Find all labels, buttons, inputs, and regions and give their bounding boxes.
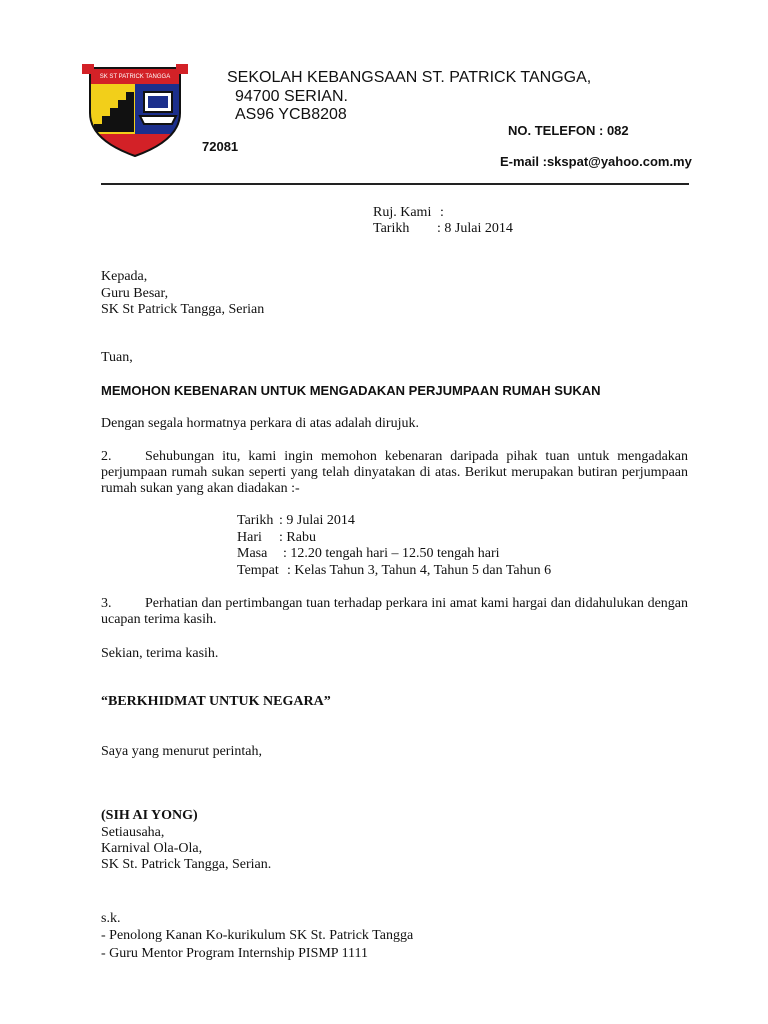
recipient-to: Kepada,: [101, 269, 148, 284]
paragraph-3-number: 3.: [101, 596, 112, 611]
paragraph-2-number: 2.: [101, 449, 112, 464]
salutation: Tuan,: [101, 350, 133, 365]
signatory-title: Setiausaha,: [101, 825, 165, 840]
signatory-name: (SIH AI YONG): [101, 808, 198, 823]
paragraph-2-text: Sehubungan itu, kami ingin memohon kebenaran daripada pihak tuan untuk mengadakan perjumpaan rumah sukan seperti yang telah dinyatakan di atas. Berikut merupakan butiran perjumpaan rumah sukan yang akan diadakan :-: [101, 449, 688, 496]
detail-row-tarikh: [237, 513, 551, 530]
ref-ruj-value: :: [440, 205, 444, 220]
detail-label: Masa: [237, 546, 268, 561]
signatory-event: Karnival Ola-Ola,: [101, 841, 203, 856]
school-name: SEKOLAH KEBANGSAAN ST. PATRICK TANGGA,: [227, 69, 592, 86]
letter-subject: MEMOHON KEBENARAN UNTUK MENGADAKAN PERJUMPAAN RUMAH SUKAN: [101, 383, 601, 398]
cc-item: - Penolong Kanan Ko-kurikulum SK St. Patrick Tangga: [101, 928, 414, 943]
detail-value: : 9 Julai 2014: [279, 513, 355, 528]
school-code: AS96 YCB8208: [235, 106, 347, 123]
ref-tarikh-value: : 8 Julai 2014: [437, 221, 513, 236]
motto: “BERKHIDMAT UNTUK NEGARA”: [101, 694, 331, 709]
detail-row-masa: [237, 546, 551, 563]
paragraph-2: [101, 449, 688, 497]
crest-text: SK ST PATRICK TANGGA: [99, 74, 171, 80]
closing-line: Sekian, terima kasih.: [101, 646, 219, 661]
detail-value: : Kelas Tahun 3, Tahun 4, Tahun 5 dan Tahun 6: [287, 562, 552, 578]
meeting-details: [237, 513, 551, 579]
paragraph-3-text: Perhatian dan pertimbangan tuan terhadap perkara ini amat kami hargai dan didahulukan dengan ucapan terima kasih.: [101, 596, 688, 627]
signatory-school: SK St. Patrick Tangga, Serian.: [101, 857, 272, 872]
detail-value: : 12.20 tengah hari – 12.50 tengah hari: [283, 546, 500, 561]
detail-label: Tempat: [237, 562, 279, 578]
phone-continuation: 72081: [202, 139, 239, 154]
detail-label: Hari: [237, 529, 262, 545]
phone-label: NO. TELEFON : 082: [508, 123, 629, 138]
detail-row-tempat: [237, 563, 551, 580]
email: E-mail :skspat@yahoo.com.my: [500, 154, 692, 169]
recipient-org: SK St Patrick Tangga, Serian: [101, 302, 265, 317]
cc-item: - Guru Mentor Program Internship PISMP 1111: [101, 946, 369, 961]
intro-paragraph: Dengan segala hormatnya perkara di atas adalah dirujuk.: [101, 416, 419, 431]
detail-row-hari: [237, 530, 551, 547]
detail-value: : Rabu: [279, 529, 316, 545]
school-address: 94700 SERIAN.: [235, 88, 348, 105]
school-crest-logo: [80, 58, 190, 158]
detail-label: Tarikh: [237, 513, 274, 528]
sign-off: Saya yang menurut perintah,: [101, 744, 262, 759]
cc-label: s.k.: [101, 911, 121, 926]
ref-tarikh-label: Tarikh: [373, 221, 410, 236]
recipient-name: Guru Besar,: [101, 286, 169, 301]
header-divider: [101, 183, 689, 185]
ref-ruj-label: Ruj. Kami: [373, 205, 432, 220]
paragraph-3: [101, 596, 688, 628]
